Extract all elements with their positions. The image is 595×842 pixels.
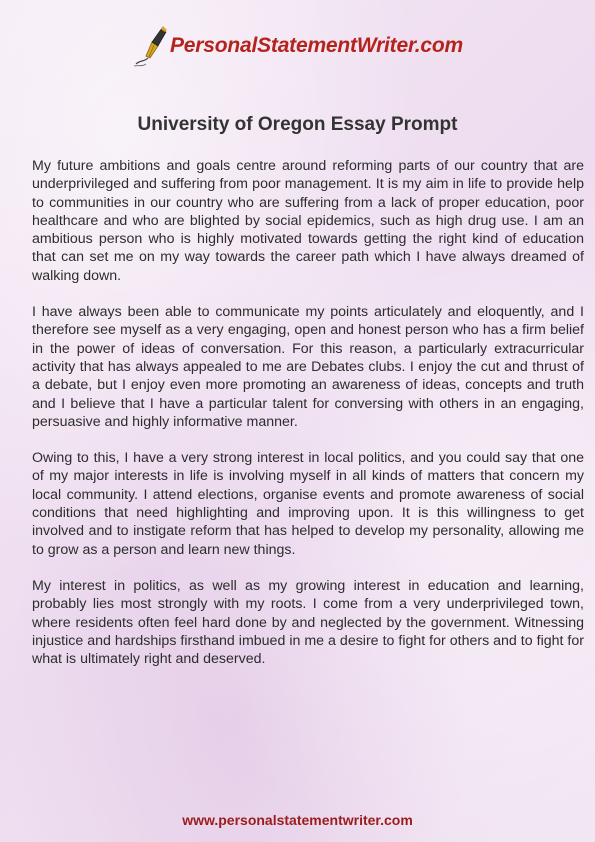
footer-url-link[interactable]: www.personalstatementwriter.com [182, 812, 413, 828]
essay-paragraph-4: My interest in politics, as well as my growing interest in education and learning, probably lies most strongly with my roots. I come from a very underprivileged town, where residents often feel hard done by and neglected by the government. Witnessing injustice and hardships firsthand imbued in me a desire to fight for others and to fight for what is ultimately right and deserved. [32, 577, 584, 668]
logo-text: PersonalStatementWriter.com [170, 34, 463, 57]
page-title: University of Oregon Essay Prompt [137, 114, 458, 135]
essay-paragraph-3: Owing to this, I have a very strong interest in local politics, and you could say that one of my major interests in life is involving myself in all kinds of matters that concern my local community. I attend elections, organise events and promote awareness of social conditions that need highlighting and improving upon. It is this willingness to get involved and to instigate reform that has helped to develop my personality, allowing me to grow as a person and learn new things. [32, 450, 584, 558]
essay-paragraph-1: My future ambitions and goals centre around reforming parts of our country that are underprivileged and suffering from poor management. It is my aim in life to provide help to communities in our country who are suffering from a lack of proper education, poor healthcare and who are blighted by social epidemics, such as high drug use. I am an ambitious person who is highly motivated towards getting the right kind of education that can set me on my way towards the career path which I have always dreamed of walking down. [32, 158, 584, 284]
essay-body [32, 157, 584, 686]
site-logo[interactable] [0, 24, 595, 68]
fountain-pen-icon [132, 24, 168, 68]
essay-paragraph-2: I have always been able to communicate my points articulately and eloquently, and I therefore see myself as a very engaging, open and honest person who has a firm belief in the power of ideas of conversation. For this reason, a particularly extracurricular activity that has always appealed to me are Debates clubs. I enjoy the cut and thrust of a debate, but I enjoy even more promoting an awareness of ideas, concepts and truth and I believe that I have a particular talent for conversing with others in an engaging, persuasive and highly informative manner. [32, 304, 584, 430]
